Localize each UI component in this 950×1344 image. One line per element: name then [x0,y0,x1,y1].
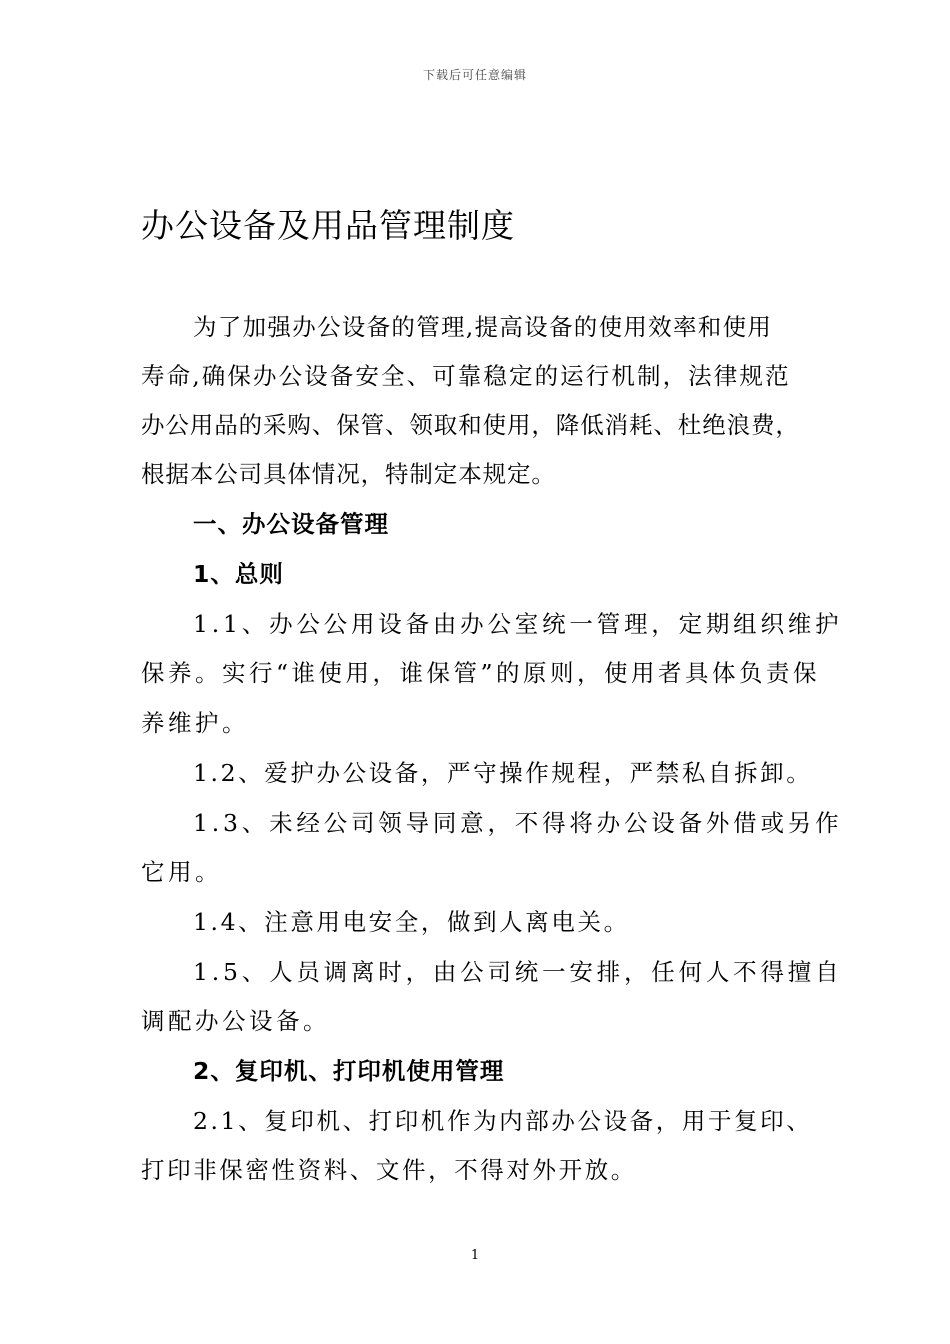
paragraph-line: 1.1、办公公用设备由办公室统一管理，定期组织维护 [193,610,843,638]
document-title: 办公设备及用品管理制度 [141,206,515,245]
paragraph-line: 为了加强办公设备的管理,提高设备的使用效率和使用 [193,313,773,341]
paragraph-line: 1.2、爱护办公设备，严守操作规程，严禁私自拆卸。 [193,759,813,787]
paragraph-line: 1.4、注意用电安全，做到人离电关。 [193,908,630,936]
paragraph-line: 办公用品的采购、保管、领取和使用，降低消耗、杜绝浪费， [141,411,800,439]
paragraph-line: 保养。实行“谁使用，谁保管”的原则，使用者具体负责保 [141,659,821,687]
page-header: 下载后可任意编辑 [422,68,527,82]
paragraph-line: 根据本公司具体情况，特制定本规定。 [141,460,556,488]
paragraph-line: 2.1、复印机、打印机作为内部办公设备，用于复印、 [193,1107,813,1135]
subsection-heading: 1、总则 [193,560,284,588]
section-heading: 一、办公设备管理 [193,510,389,538]
paragraph-line: 它用。 [141,858,222,886]
page-number: 1 [470,1248,480,1263]
paragraph-line: 1.3、未经公司领导同意，不得将办公设备外借或另作 [193,809,843,837]
subsection-heading: 2、复印机、打印机使用管理 [193,1057,505,1085]
paragraph-line: 打印非保密性资料、文件，不得对外开放。 [141,1156,637,1184]
paragraph-line: 调配办公设备。 [141,1007,330,1035]
paragraph-line: 养维护。 [141,709,249,737]
paragraph-line: 1.5、人员调离时，由公司统一安排，任何人不得擅自 [193,958,843,986]
paragraph-line: 寿命,确保办公设备安全、可靠稳定的运行机制，法律规范 [141,362,791,390]
